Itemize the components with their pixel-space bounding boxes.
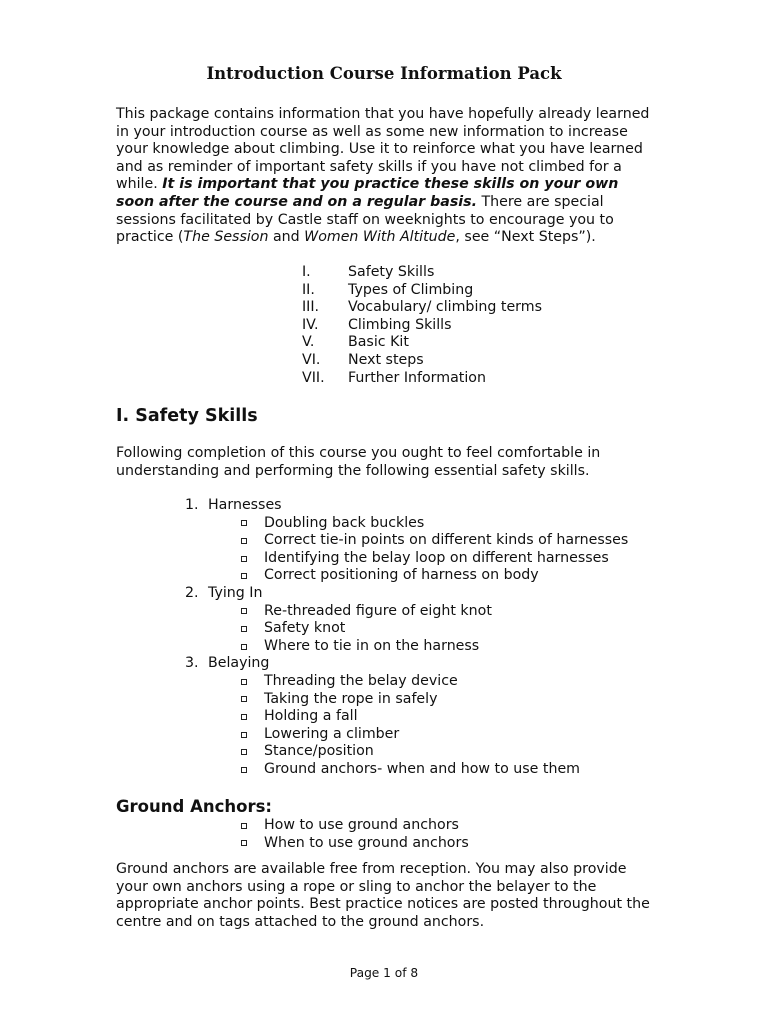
checkbox-bullet-icon [241, 538, 247, 544]
list-item: Identifying the belay loop on different harnesses [241, 550, 628, 568]
group-heading-belaying: 3. Belaying [185, 655, 270, 672]
checkbox-bullet-icon [241, 644, 247, 650]
checkbox-bullet-icon [241, 520, 247, 526]
list-item: Re-threaded figure of eight knot [241, 603, 628, 621]
list-item: Stance/position [241, 743, 628, 761]
list-item: Ground anchors- when and how to use them [241, 761, 628, 779]
checkbox-bullet-icon [241, 696, 247, 702]
ground-anchors-paragraph: Ground anchors are available free from reception. You may also provide your own anchors using a rope or sling to anchor the belayer to the appropriate anchor points. Best practice notices are posted throughout the centre and on tags attached to the ground anchors. [116, 861, 650, 930]
toc-item: IV. Climbing Skills [302, 316, 452, 333]
checkbox-bullet-icon [241, 556, 247, 562]
safety-skill-groups [185, 497, 628, 779]
intro-text-1: This package contains information that you have hopefully already learned in your introduction course as well as some new information to increase your knowledge about climbing. Use it to reinforce what you have learned and as reminder of important safety skills if you have not climbed for a while. [116, 106, 650, 193]
checkbox-bullet-icon [241, 714, 247, 720]
checkbox-bullet-icon [241, 840, 247, 846]
list-item: Safety knot [241, 620, 628, 638]
tying-in-list [185, 603, 628, 656]
toc-item: V. Basic Kit [302, 334, 409, 351]
toc-item: VI. Next steps [302, 351, 424, 368]
ground-anchors-list [241, 817, 469, 852]
page-number: Page 1 of 8 [349, 966, 419, 980]
safety-skills-heading: I. Safety Skills [116, 406, 258, 426]
list-item: Lowering a climber [241, 726, 628, 744]
group-heading-harnesses: 1. Harnesses [185, 497, 282, 513]
checkbox-bullet-icon [241, 679, 247, 685]
intro-wwa: Women With Altitude [304, 229, 456, 246]
harnesses-list [185, 515, 628, 585]
safety-intro-paragraph: Following completion of this course you ought to feel comfortable in understanding and performing the following essential safety skills. [116, 445, 601, 479]
intro-text-2: There are special sessions facilitated by Castle staff on weeknights to encourage you to practice ( [116, 193, 614, 246]
list-item: Threading the belay device [241, 673, 628, 691]
belaying-list [185, 673, 628, 779]
list-item: Where to tie in on the harness [241, 638, 628, 656]
toc-item: II. Types of Climbing [302, 281, 474, 298]
checkbox-bullet-icon [241, 823, 247, 829]
intro-emphasis: It is important that you practice these skills on your own soon after the course and on a regular basis. [116, 176, 619, 210]
checkbox-bullet-icon [241, 626, 247, 632]
table-of-contents [302, 264, 542, 387]
intro-text-3: , see “Next Steps”). [455, 229, 596, 246]
group-heading-tying-in: 2. Tying In [185, 584, 263, 601]
intro-paragraph [116, 106, 656, 247]
list-item: When to use ground anchors [241, 835, 469, 853]
toc-item: I. Safety Skills [302, 264, 435, 280]
checkbox-bullet-icon [241, 767, 247, 773]
toc-item: VII. Further Information [302, 369, 486, 386]
list-item: Correct tie-in points on different kinds of harnesses [241, 532, 628, 550]
checkbox-bullet-icon [241, 573, 247, 579]
list-item: How to use ground anchors [241, 817, 469, 835]
list-item: Holding a fall [241, 708, 628, 726]
intro-and: and [268, 229, 305, 246]
checkbox-bullet-icon [241, 608, 247, 614]
list-item: Taking the rope in safely [241, 691, 628, 709]
list-item: Correct positioning of harness on body [241, 567, 628, 585]
list-item: Doubling back buckles [241, 515, 628, 533]
intro-session: The Session [183, 229, 269, 246]
document-title: Introduction Course Information Pack [206, 64, 562, 83]
toc-item: III. Vocabulary/ climbing terms [302, 299, 542, 316]
ground-anchors-heading: Ground Anchors: [116, 797, 273, 816]
checkbox-bullet-icon [241, 732, 247, 738]
checkbox-bullet-icon [241, 749, 247, 755]
